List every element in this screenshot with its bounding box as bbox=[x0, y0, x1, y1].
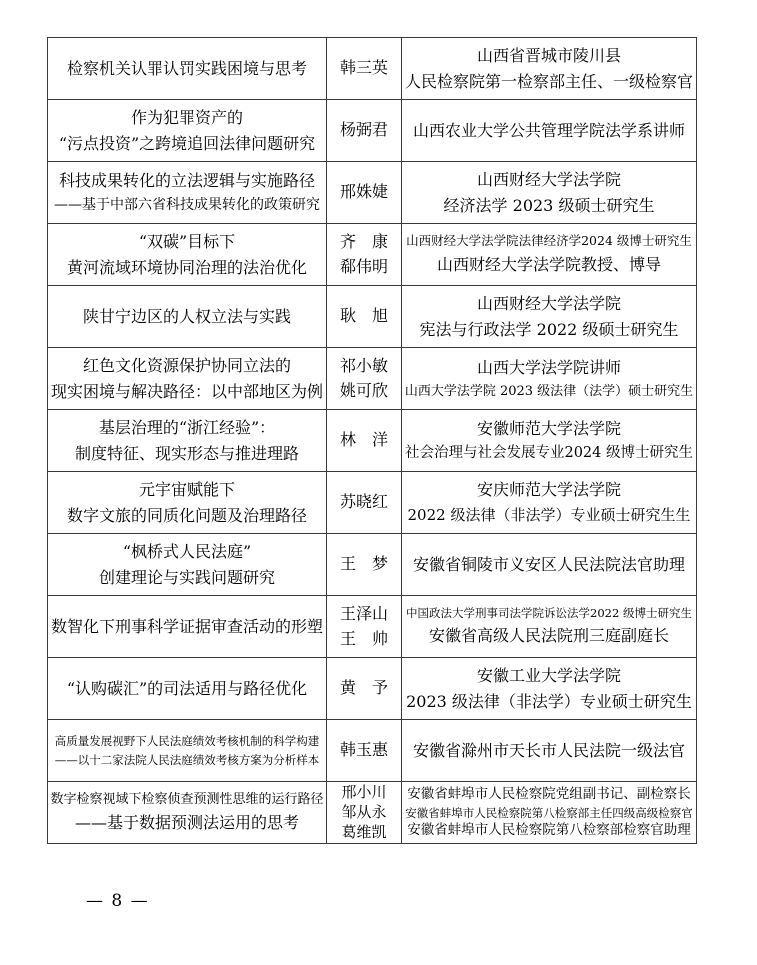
authors-cell bbox=[327, 596, 402, 658]
affiliation-line: 人民检察院第一检察部主任、一级检察官 bbox=[404, 71, 693, 91]
affiliation-cell bbox=[402, 472, 697, 534]
author-name: 齐 康 bbox=[339, 231, 388, 251]
paper-title-line: 数智化下刑事科学证据审查活动的形塑 bbox=[50, 616, 323, 636]
authors-cell bbox=[327, 782, 402, 844]
authors-cell bbox=[327, 100, 402, 162]
authors-cell bbox=[327, 472, 402, 534]
title-cell bbox=[48, 720, 327, 782]
affiliation-cell bbox=[402, 224, 697, 286]
affiliation-cell bbox=[402, 720, 697, 782]
title-cell bbox=[48, 410, 327, 472]
paper-title-line: 现实困境与解决路径：以中部地区为例 bbox=[50, 381, 323, 401]
paper-title-line: ——基于数据预测法运用的思考 bbox=[74, 813, 299, 833]
affiliation-line: 山西财经大学法学院 bbox=[476, 169, 621, 189]
title-cell bbox=[48, 472, 327, 534]
authors-cell bbox=[327, 720, 402, 782]
affiliation-cell bbox=[402, 348, 697, 410]
table-row bbox=[48, 348, 697, 410]
affiliation-line: 安徽省蚌埠市人民检察院第八检察部主任四级高级检察官 bbox=[405, 805, 693, 820]
papers-table bbox=[47, 37, 697, 844]
paper-title-line: 科技成果转化的立法逻辑与实施路径 bbox=[58, 171, 315, 191]
authors-cell bbox=[327, 658, 402, 720]
title-cell bbox=[48, 100, 327, 162]
title-cell bbox=[48, 782, 327, 844]
paper-title-line: 元宇宙赋能下 bbox=[138, 479, 235, 499]
title-cell bbox=[48, 596, 327, 658]
paper-title-line: 检察机关认罪认罚实践困境与思考 bbox=[66, 58, 307, 78]
affiliation-line: 安徽师范大学法学院 bbox=[476, 418, 621, 438]
table-row bbox=[48, 720, 697, 782]
author-name: 韩玉惠 bbox=[339, 740, 388, 760]
affiliation-line: 宪法与行政法学 2022 级硕士研究生 bbox=[419, 319, 679, 339]
affiliation-cell bbox=[402, 286, 697, 348]
author-name: 林 洋 bbox=[339, 430, 388, 450]
author-name: 苏晓红 bbox=[339, 492, 388, 512]
affiliation-cell bbox=[402, 534, 697, 596]
table-row bbox=[48, 534, 697, 596]
title-cell bbox=[48, 38, 327, 100]
paper-title-line: 数字文旅的同质化问题及治理路径 bbox=[66, 505, 307, 525]
table-row bbox=[48, 472, 697, 534]
paper-title-line: 黄河流域环境协同治理的法治优化 bbox=[66, 257, 307, 277]
author-name: 王 帅 bbox=[339, 628, 388, 648]
author-name: 韩三英 bbox=[339, 58, 388, 78]
author-name: 邢小川 bbox=[341, 783, 387, 801]
paper-title-line: 作为犯罪资产的 bbox=[130, 107, 243, 127]
affiliation-cell bbox=[402, 162, 697, 224]
affiliation-cell bbox=[402, 596, 697, 658]
affiliation-line: 2022 级法律（非法学）专业硕士研究生生 bbox=[407, 506, 691, 525]
affiliation-cell bbox=[402, 658, 697, 720]
affiliation-line: 安庆师范大学法学院 bbox=[476, 480, 621, 500]
affiliation-cell bbox=[402, 38, 697, 100]
affiliation-cell bbox=[402, 782, 697, 844]
affiliation-line: 经济法学 2023 级硕士研究生 bbox=[443, 195, 655, 215]
title-cell bbox=[48, 286, 327, 348]
authors-cell bbox=[327, 224, 402, 286]
author-name: 葛维凯 bbox=[341, 822, 387, 841]
author-name: 邢姝婕 bbox=[339, 182, 388, 202]
author-name: 邹从永 bbox=[341, 802, 387, 821]
title-cell bbox=[48, 348, 327, 410]
table-row bbox=[48, 658, 697, 720]
affiliation-line: 山西财经大学法学院法律经济学2024 级博士研究生 bbox=[406, 233, 692, 249]
affiliation-line: 安徽省蚌埠市人民检察院第八检察部检察官助理 bbox=[407, 821, 691, 838]
paper-title-line: 红色文化资源保护协同立法的 bbox=[82, 355, 291, 375]
paper-title-line: 基层治理的“浙江经验”： bbox=[98, 417, 276, 437]
table-row bbox=[48, 410, 697, 472]
affiliation-line: 安徽省高级人民法院刑三庭副庭长 bbox=[428, 625, 669, 645]
affiliation-line: 2023 级法律（非法学）专业硕士研究生 bbox=[406, 691, 692, 711]
affiliation-line: 山西财经大学法学院教授、博导 bbox=[436, 254, 661, 274]
author-name: 郗伟明 bbox=[339, 256, 388, 276]
author-name: 耿 旭 bbox=[339, 306, 388, 326]
author-name: 黄 予 bbox=[339, 678, 388, 698]
author-name: 祁小敏 bbox=[339, 355, 388, 375]
authors-cell bbox=[327, 162, 402, 224]
paper-title-line: “污点投资”之跨境追回法律问题研究 bbox=[58, 133, 316, 153]
table-row bbox=[48, 596, 697, 658]
author-name: 王泽山 bbox=[339, 603, 388, 623]
authors-cell bbox=[327, 286, 402, 348]
authors-cell bbox=[327, 410, 402, 472]
table-row bbox=[48, 100, 697, 162]
authors-cell bbox=[327, 348, 402, 410]
table-row bbox=[48, 286, 697, 348]
affiliation-line: 山西农业大学公共管理学院法学系讲师 bbox=[412, 120, 685, 140]
paper-title-line: 数字检察视域下检察侦查预测性思维的运行路径 bbox=[50, 792, 324, 808]
page-number: — 8 — bbox=[86, 891, 150, 911]
title-cell bbox=[48, 534, 327, 596]
paper-title-line: 陕甘宁边区的人权立法与实践 bbox=[82, 306, 291, 326]
paper-title-line: “双碳”目标下 bbox=[138, 231, 236, 251]
affiliation-line: 山西大学法学院 2023 级法律（法学）硕士研究生 bbox=[404, 383, 694, 399]
affiliation-line: 安徽省滁州市天长市人民法院一级法官 bbox=[412, 740, 685, 760]
authors-cell bbox=[327, 534, 402, 596]
affiliation-line: 社会治理与社会发展专业2024 级博士研究生 bbox=[404, 444, 693, 461]
paper-title-line: “认购碳汇”的司法适用与路径优化 bbox=[66, 678, 308, 698]
affiliation-line: 山西省晋城市陵川县 bbox=[476, 45, 621, 65]
author-name: 杨弼君 bbox=[339, 120, 388, 140]
table-row bbox=[48, 38, 697, 100]
paper-title-line: 高质量发展视野下人民法庭绩效考核机制的科学构建 bbox=[54, 733, 320, 748]
affiliation-cell bbox=[402, 100, 697, 162]
author-name: 姚可欣 bbox=[339, 380, 388, 400]
author-name: 王 梦 bbox=[339, 554, 388, 574]
affiliation-line: 安徽省铜陵市义安区人民法院法官助理 bbox=[412, 554, 685, 574]
title-cell bbox=[48, 658, 327, 720]
affiliation-line: 中国政法大学刑事司法学院诉讼法学2022 级博士研究生 bbox=[406, 606, 692, 621]
table-row bbox=[48, 782, 697, 844]
paper-title-line: 制度特征、现实形态与推进理路 bbox=[74, 443, 299, 463]
affiliation-line: 山西财经大学法学院 bbox=[476, 293, 621, 313]
title-cell bbox=[48, 224, 327, 286]
affiliation-line: 安徽省蚌埠市人民检察院党组副书记、副检察长 bbox=[407, 786, 691, 803]
paper-title-line: ——以十二家法院人民法庭绩效考核方案为分析样本 bbox=[54, 752, 320, 767]
paper-title-line: ——基于中部六省科技成果转化的政策研究 bbox=[54, 197, 320, 214]
table-row bbox=[48, 224, 697, 286]
affiliation-line: 山西大学法学院讲师 bbox=[476, 358, 621, 378]
affiliation-line: 安徽工业大学法学院 bbox=[476, 665, 621, 685]
paper-title-line: “枫桥式人民法庭” bbox=[122, 541, 252, 561]
table-row bbox=[48, 162, 697, 224]
papers-table-body bbox=[48, 38, 697, 844]
paper-title-line: 创建理论与实践问题研究 bbox=[98, 567, 275, 587]
affiliation-cell bbox=[402, 410, 697, 472]
authors-cell bbox=[327, 38, 402, 100]
title-cell bbox=[48, 162, 327, 224]
